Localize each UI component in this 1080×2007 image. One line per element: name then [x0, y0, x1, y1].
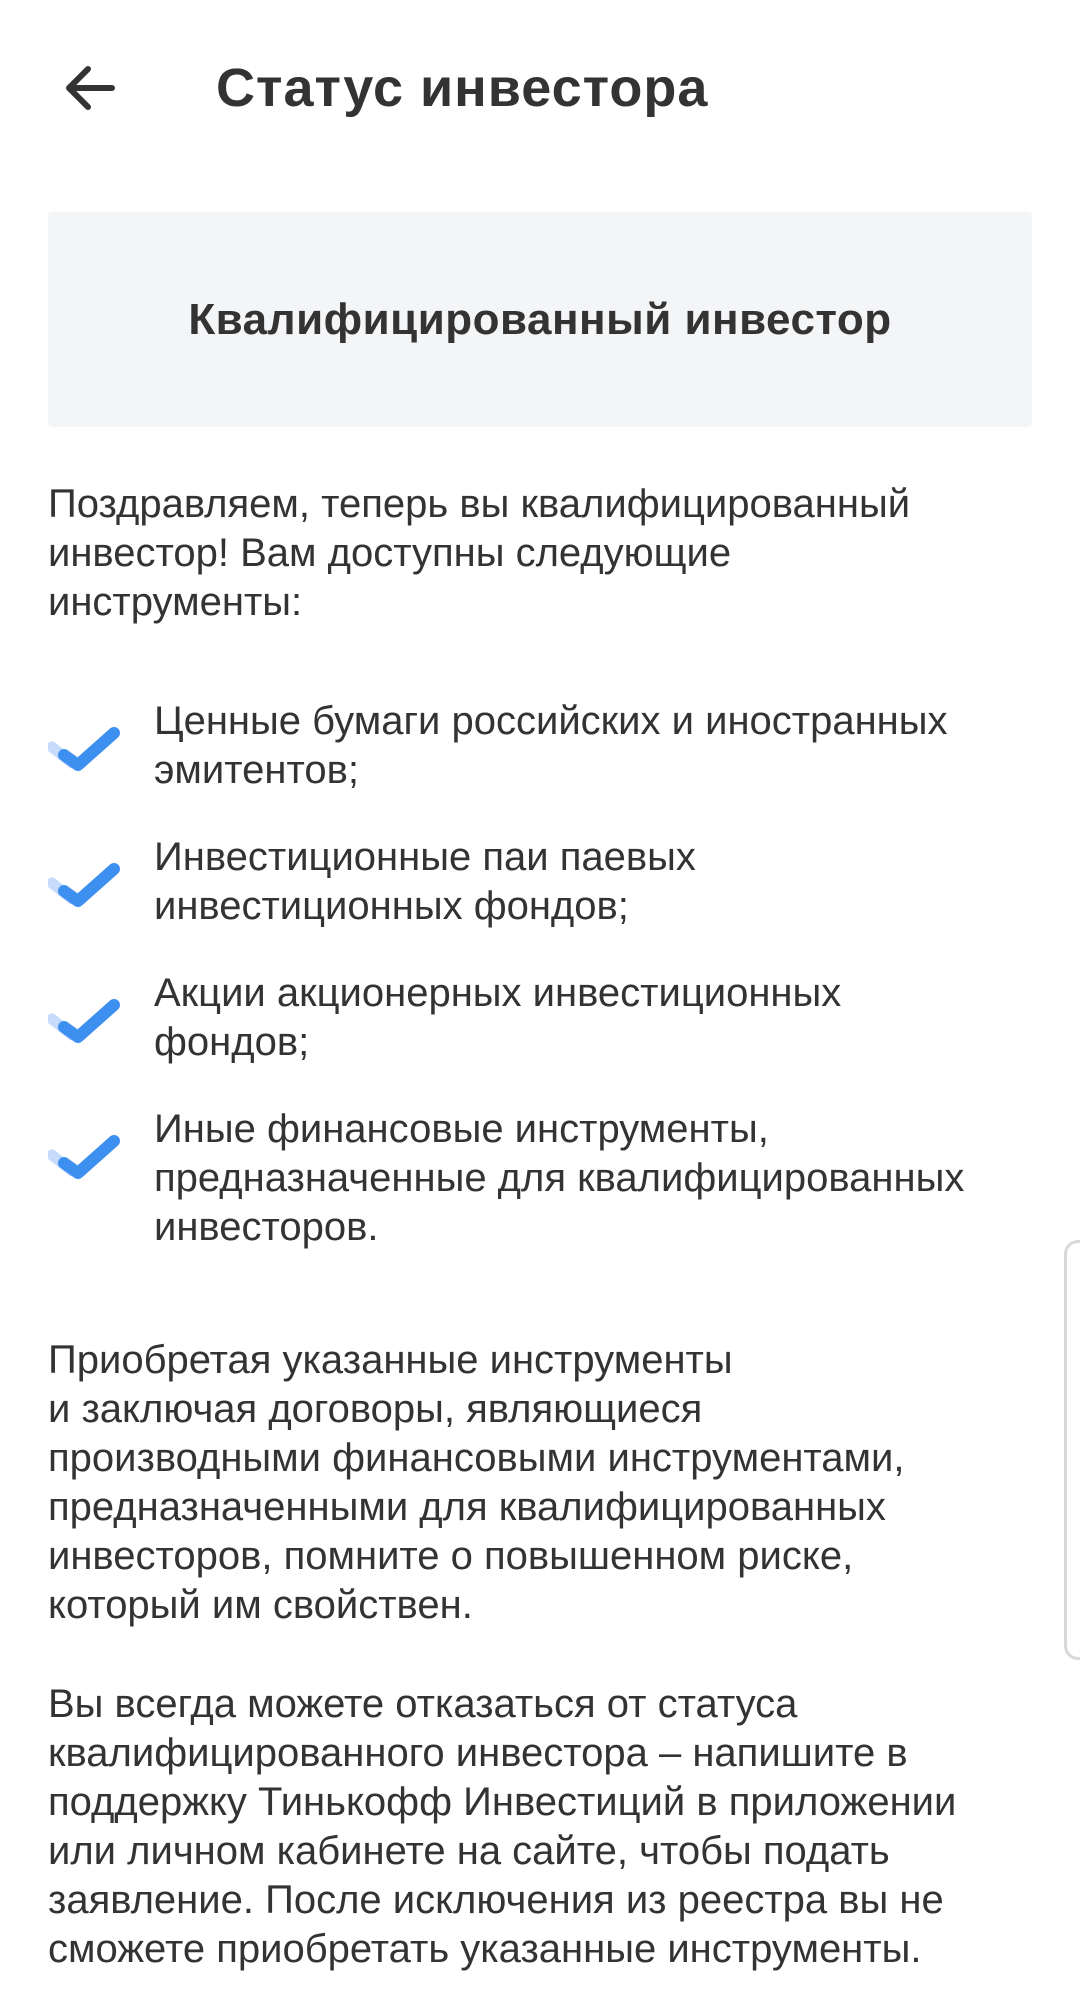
edge-panel-handle[interactable]	[1064, 1240, 1080, 1660]
checkmark-icon	[48, 1127, 120, 1183]
list-item-text: Акции акционерных инвестиционных фондов;	[154, 971, 842, 1064]
page-title: Статус инвестора	[216, 58, 709, 118]
arrow-left-icon	[60, 58, 120, 118]
list-item-text: Инвестиционные паи паевых инвестиционных фондов;	[154, 835, 696, 928]
intro-text: Поздравляем, теперь вы квалифицированный инвестор! Вам доступны следующие инструменты:	[48, 482, 911, 624]
checkmark-icon	[48, 991, 120, 1047]
status-refusal-text: Вы всегда можете отказаться от статуса квалифицированного инвестора – напишите в поддержку Тинькофф Инвестиций в приложении или личном кабинете на сайте, чтобы подать заявление. После исключения из реестра вы не сможете приобретать указанные инструменты.	[48, 1682, 957, 1971]
status-card	[48, 212, 1032, 427]
checkmark-icon	[48, 855, 120, 911]
app-header	[0, 0, 1080, 178]
checkmark-icon	[48, 719, 120, 775]
list-item-text: Ценные бумаги российских и иностранных эмитентов;	[154, 699, 948, 792]
back-button[interactable]	[40, 38, 140, 138]
risk-warning-text: Приобретая указанные инструменты и заключая договоры, являющиеся производными финансовыми инструментами, предназначенными для квалифицированных инвесторов, помните о повышенном риске, который им свойствен.	[48, 1338, 905, 1627]
list-item-text: Иные финансовые инструменты, предназначенные для квалифицированных инвесторов.	[154, 1107, 965, 1249]
status-card-title: Квалифицированный инвестор	[188, 294, 892, 344]
